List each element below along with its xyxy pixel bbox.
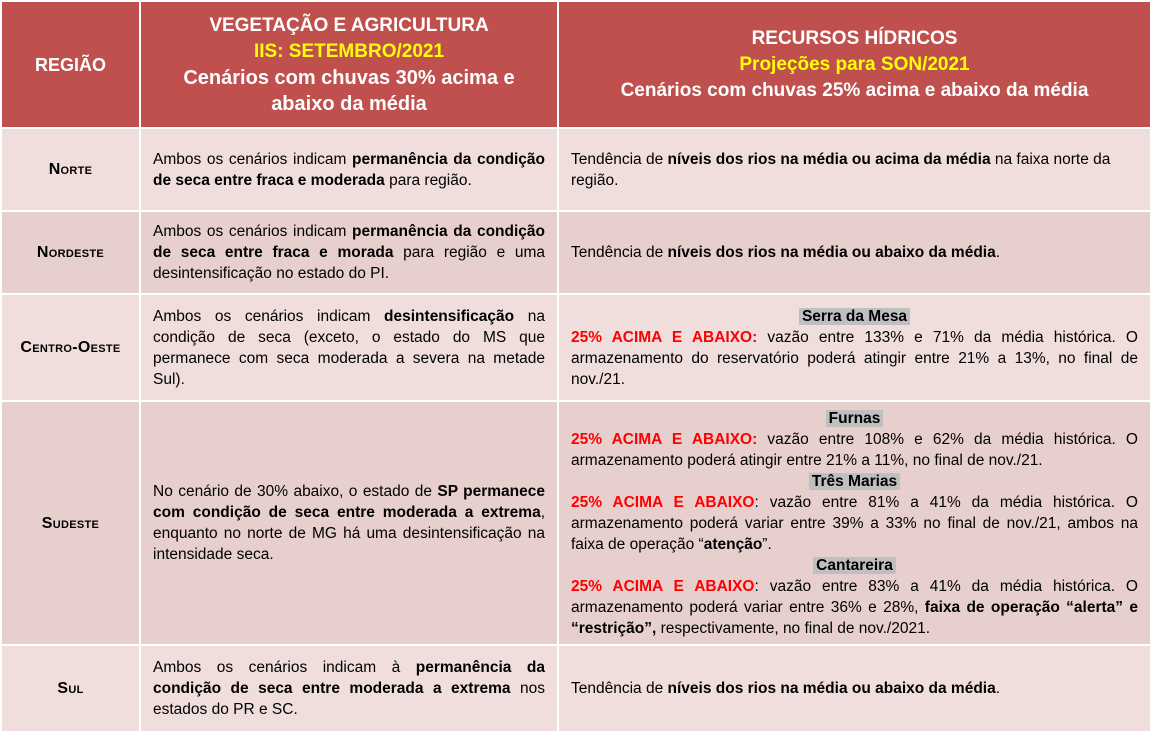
region-sul: Sul xyxy=(1,645,140,732)
region-centro-oeste: Centro-Oeste xyxy=(1,294,140,401)
row-sul xyxy=(1,645,1150,732)
reservoir-furnas: Furnas xyxy=(571,408,1138,429)
water-norte: Tendência de níveis dos rios na média ou acima da média na faixa norte da região. xyxy=(558,128,1150,211)
water-centro-oeste: Serra da Mesa 25% ACIMA E ABAIXO: vazão entre 133% e 71% da média histórica. O armazenamento do reservatório poderá atingir entre 21% a 13%, no final de nov./21. xyxy=(558,294,1150,401)
header-vegetation-scenarios: Cenários com chuvas 30% acima e abaixo da média xyxy=(183,66,515,115)
header-vegetation xyxy=(140,1,558,128)
reservoir-tres-marias: Três Marias xyxy=(571,471,1138,492)
region-norte: Norte xyxy=(1,128,140,211)
vegetation-sudeste: No cenário de 30% abaixo, o estado de SP permanece com condição de seca entre moderada a extrema, enquanto no norte de MG há uma desintensificação na intensidade seca. xyxy=(140,401,558,645)
row-sudeste xyxy=(1,401,1150,645)
header-water-period: Projeções para SON/2021 xyxy=(739,53,970,75)
vegetation-nordeste: Ambos os cenários indicam permanência da condição de seca entre fraca e morada para região e uma desintensificação no estado do PI. xyxy=(140,211,558,294)
row-norte xyxy=(1,128,1150,211)
header-region: REGIÃO xyxy=(1,1,140,128)
header-water xyxy=(558,1,1150,128)
region-sudeste: Sudeste xyxy=(1,401,140,645)
header-row xyxy=(1,1,1150,128)
water-sudeste: Furnas 25% ACIMA E ABAIXO: vazão entre 108% e 62% da média histórica. O armazenamento poderá atingir entre 21% a 11%, no final de nov./21. Três Marias 25% ACIMA E ABAIXO: vazão entre 81% a 41% da média histórica. O armazenamento poderá variar entre 39% a 33% no final de nov./21, ambos na faixa de operação “atenção”. Cantareira 25% ACIMA E ABAIXO: vazão entre 83% a 41% da média histórica. O armazenamento poderá variar entre 36% e 28%, faixa de operação “alerta” e “restrição”, respectivamente, no final de nov./2021. xyxy=(558,401,1150,645)
header-water-scenarios: Cenários com chuvas 25% acima e abaixo da média xyxy=(620,79,1089,101)
vegetation-centro-oeste: Ambos os cenários indicam desintensificação na condição de seca (exceto, o estado do MS que permanece com seca moderada a severa na metade Sul). xyxy=(140,294,558,401)
reservoir-cantareira: Cantareira xyxy=(571,555,1138,576)
region-nordeste: Nordeste xyxy=(1,211,140,294)
row-centro-oeste xyxy=(1,294,1150,401)
header-vegetation-title: VEGETAÇÃO E AGRICULTURA xyxy=(209,14,489,36)
water-sul: Tendência de níveis dos rios na média ou abaixo da média. xyxy=(558,645,1150,732)
header-vegetation-period: IIS: SETEMBRO/2021 xyxy=(253,40,445,62)
water-nordeste: Tendência de níveis dos rios na média ou abaixo da média. xyxy=(558,211,1150,294)
vegetation-norte: Ambos os cenários indicam permanência da condição de seca entre fraca e moderada para região. xyxy=(140,128,558,211)
row-nordeste xyxy=(1,211,1150,294)
reservoir-serra-da-mesa: Serra da Mesa xyxy=(571,306,1138,327)
header-water-title: RECURSOS HÍDRICOS xyxy=(751,27,958,49)
vegetation-sul: Ambos os cenários indicam à permanência da condição de seca entre moderada a extrema nos estados do PR e SC. xyxy=(140,645,558,732)
